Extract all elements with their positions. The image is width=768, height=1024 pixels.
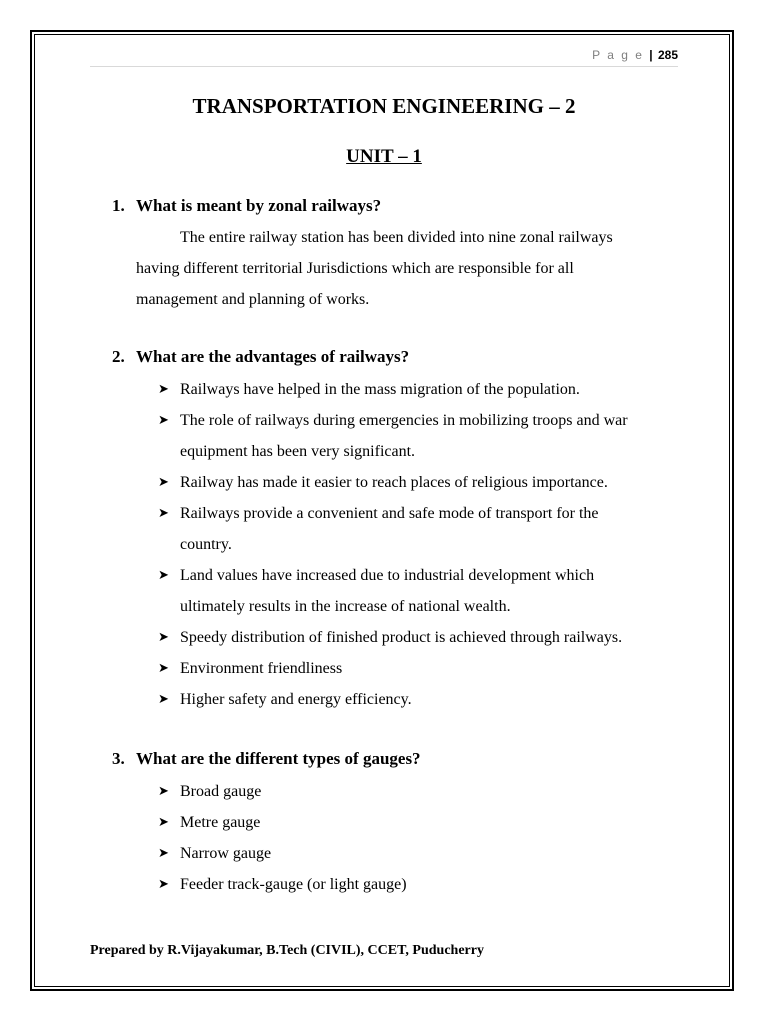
answer-paragraph [136,222,692,315]
question-text: What is meant by zonal railways? [136,196,382,215]
list-item: ➤ Broad gauge [158,776,692,807]
advantages-list [112,374,692,715]
list-item: ➤ Land values have increased due to industrial development which ultimately results in the increase of national wealth. [158,560,692,622]
list-item: ➤ Higher safety and energy efficiency. [158,684,692,715]
arrowhead-bullet-icon: ➤ [158,413,169,428]
answer-line: having different territorial Jurisdictions which are responsible for all [136,260,574,277]
unit-heading: UNIT – 1 [346,146,422,167]
question-heading [112,343,692,371]
document-title: TRANSPORTATION ENGINEERING – 2 [192,94,576,118]
arrowhead-bullet-icon: ➤ [158,692,169,707]
question-block-1 [112,192,692,315]
page-number: 285 [657,48,678,62]
list-item: ➤ Railway has made it easier to reach places of religious importance. [158,467,692,498]
arrowhead-bullet-icon: ➤ [158,877,169,892]
arrowhead-bullet-icon: ➤ [158,568,169,583]
arrowhead-bullet-icon: ➤ [158,630,169,645]
question-number: 2. [112,347,125,366]
list-item: ➤ Narrow gauge [158,838,692,869]
arrowhead-bullet-icon: ➤ [158,475,169,490]
list-item: ➤ Environment friendliness [158,653,692,684]
list-item: ➤ The role of railways during emergencies in mobilizing troops and war equipment has been very significant. [158,405,692,467]
question-number: 1. [112,196,125,215]
question-text: What are the advantages of railways? [136,347,410,366]
question-block-3 [112,745,692,900]
list-item: ➤ Metre gauge [158,807,692,838]
question-heading [112,192,692,220]
question-block-2 [112,343,692,715]
content-body [112,192,692,900]
page-label: P a g e [592,48,644,62]
arrowhead-bullet-icon: ➤ [158,846,169,861]
question-number: 3. [112,749,125,768]
question-heading [112,745,692,773]
arrowhead-bullet-icon: ➤ [158,815,169,830]
page-footer: Prepared by R.Vijayakumar, B.Tech (CIVIL), CCET, Puducherry [90,943,484,958]
answer-line: management and planning of works. [136,291,370,308]
list-item: ➤ Feeder track-gauge (or light gauge) [158,869,692,900]
header-rule [90,66,678,67]
arrowhead-bullet-icon: ➤ [158,784,169,799]
page-header [592,48,678,62]
gauge-types-list [112,776,692,900]
page-separator: | [649,48,653,62]
arrowhead-bullet-icon: ➤ [158,382,169,397]
list-item: ➤ Speedy distribution of finished product is achieved through railways. [158,622,692,653]
arrowhead-bullet-icon: ➤ [158,506,169,521]
list-item: ➤ Railways have helped in the mass migration of the population. [158,374,692,405]
answer-line: The entire railway station has been divided into nine zonal railways [180,229,613,246]
arrowhead-bullet-icon: ➤ [158,661,169,676]
list-item: ➤ Railways provide a convenient and safe mode of transport for the country. [158,498,692,560]
question-text: What are the different types of gauges? [136,749,421,768]
